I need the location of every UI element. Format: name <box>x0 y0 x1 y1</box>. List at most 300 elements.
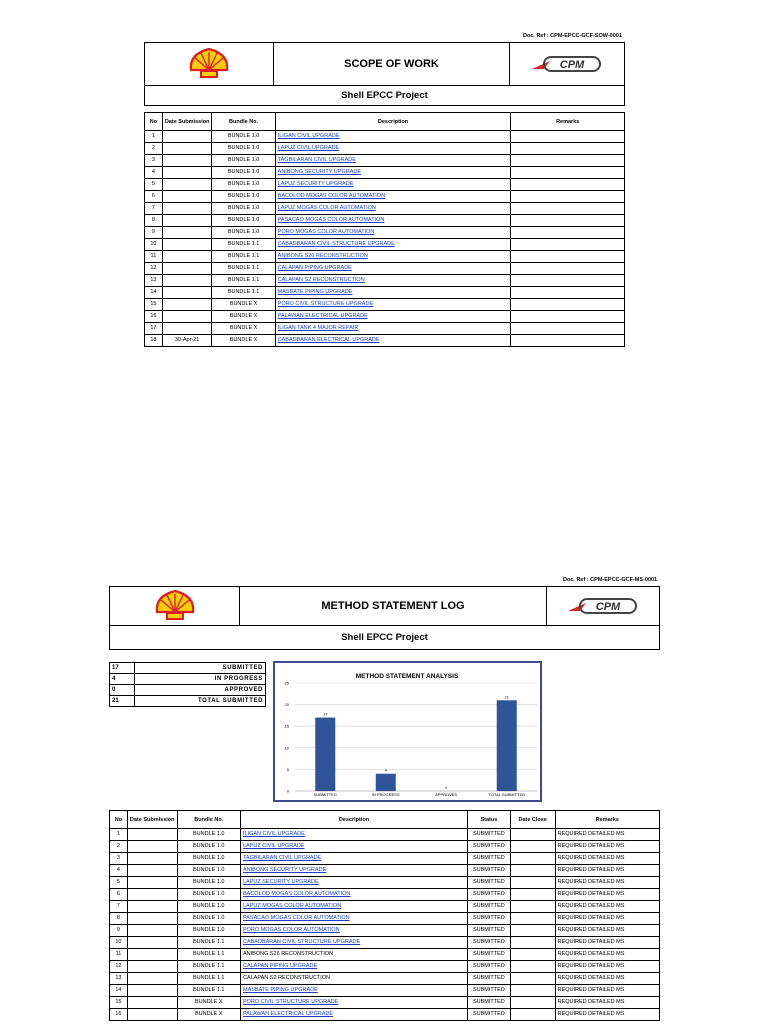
description-cell <box>275 191 511 203</box>
bar-in-progress <box>376 774 396 791</box>
date-submission <box>162 203 212 215</box>
sow-col-header: No <box>145 113 163 131</box>
status: SUBMITTED <box>467 925 510 937</box>
description-link[interactable]: LAPUZ MOGAS COLOR AUTOMATION <box>242 903 342 909</box>
sow-col-header: Date Submission <box>162 113 212 131</box>
sow-table-header <box>145 113 625 131</box>
bundle-no: BUNDLE X <box>177 997 240 1009</box>
data-label: 17 <box>323 711 328 717</box>
row-number: 3 <box>110 853 128 865</box>
table-row <box>145 263 625 275</box>
sow-col-header: Remarks <box>511 113 625 131</box>
description-cell <box>240 961 467 973</box>
row-number: 16 <box>145 311 163 323</box>
chart-title: METHOD STATEMENT ANALYSIS <box>355 673 459 680</box>
table-row <box>110 1009 660 1021</box>
description-cell <box>275 143 511 155</box>
table-row <box>110 985 660 997</box>
row-number: 5 <box>110 877 128 889</box>
remarks <box>511 131 625 143</box>
shell-logo <box>145 43 274 85</box>
table-row <box>110 865 660 877</box>
table-row <box>110 841 660 853</box>
row-number: 9 <box>110 925 128 937</box>
remarks: REQUIRED DETAILED MS <box>555 937 659 949</box>
row-number: 14 <box>110 985 128 997</box>
date-submission <box>127 829 177 841</box>
remarks <box>511 143 625 155</box>
msl-summary-table <box>109 662 266 707</box>
description-link[interactable]: PASACAO MOGAS COLOR AUTOMATION <box>277 217 385 223</box>
sow-header <box>144 42 625 86</box>
y-tick-label: 15 <box>284 723 289 729</box>
sow-table <box>144 112 625 347</box>
summary-row <box>110 685 266 696</box>
date-close <box>510 865 555 877</box>
msl-col-header: Bundle No. <box>177 811 240 829</box>
remarks: REQUIRED DETAILED MS <box>555 829 659 841</box>
remarks <box>511 311 625 323</box>
table-row <box>110 853 660 865</box>
description-cell <box>240 877 467 889</box>
row-number: 11 <box>110 949 128 961</box>
date-submission <box>162 155 212 167</box>
table-row <box>145 335 625 347</box>
bundle-no: BUNDLE 1.0 <box>212 179 275 191</box>
summary-label: APPROVED <box>135 685 266 696</box>
row-number: 6 <box>110 889 128 901</box>
table-row <box>145 227 625 239</box>
remarks: REQUIRED DETAILED MS <box>555 865 659 877</box>
bundle-no: BUNDLE 1.1 <box>177 961 240 973</box>
cpm-logo-icon <box>530 53 604 75</box>
date-submission <box>162 167 212 179</box>
description-link[interactable]: BACOLOD MOGAS COLOR AUTOMATION <box>277 193 386 199</box>
date-close <box>510 985 555 997</box>
remarks <box>511 251 625 263</box>
sow-col-header: Bundle No. <box>212 113 275 131</box>
bundle-no: BUNDLE 1.0 <box>212 143 275 155</box>
date-close <box>510 1009 555 1021</box>
msl-table <box>109 810 660 1021</box>
status: SUBMITTED <box>467 937 510 949</box>
remarks: REQUIRED DETAILED MS <box>555 961 659 973</box>
bundle-no: BUNDLE X <box>212 323 275 335</box>
status: SUBMITTED <box>467 853 510 865</box>
date-submission: 30-Apr-21 <box>162 335 212 347</box>
remarks <box>511 155 625 167</box>
row-number: 3 <box>145 155 163 167</box>
row-number: 4 <box>110 865 128 877</box>
bundle-no: BUNDLE X <box>177 1009 240 1021</box>
date-submission <box>127 973 177 985</box>
row-number: 2 <box>145 143 163 155</box>
date-close <box>510 961 555 973</box>
description-link[interactable]: PALAWAN ELECTRICAL UPGRADE <box>242 1011 334 1017</box>
description-link[interactable]: PASACAO MOGAS COLOR AUTOMATION <box>242 915 350 921</box>
description-cell <box>240 949 467 961</box>
description-link[interactable]: CALAPAN PIPING UPGRADE <box>277 265 352 271</box>
row-number: 1 <box>145 131 163 143</box>
bundle-no: BUNDLE 1.0 <box>177 913 240 925</box>
description-cell <box>275 215 511 227</box>
date-submission <box>127 841 177 853</box>
remarks <box>511 335 625 347</box>
date-submission <box>127 985 177 997</box>
y-tick-label: 5 <box>286 766 289 772</box>
status: SUBMITTED <box>467 949 510 961</box>
date-submission <box>162 263 212 275</box>
bundle-no: BUNDLE 1.0 <box>212 215 275 227</box>
bundle-no: BUNDLE 1.1 <box>177 985 240 997</box>
date-submission <box>127 925 177 937</box>
description-link[interactable]: PORO MOGAS COLOR AUTOMATION <box>242 927 340 933</box>
date-submission <box>127 865 177 877</box>
date-submission <box>162 179 212 191</box>
summary-label: IN PROGRESS <box>135 674 266 685</box>
description-cell <box>240 865 467 877</box>
description-cell <box>275 239 511 251</box>
bundle-no: BUNDLE 1.0 <box>212 155 275 167</box>
bundle-no: BUNDLE 1.0 <box>177 865 240 877</box>
date-submission <box>162 239 212 251</box>
table-row <box>145 251 625 263</box>
row-number: 4 <box>145 167 163 179</box>
description-cell <box>275 311 511 323</box>
data-label: 4 <box>384 767 387 773</box>
bundle-no: BUNDLE 1.1 <box>177 937 240 949</box>
date-submission <box>127 889 177 901</box>
description-cell <box>275 131 511 143</box>
date-submission <box>162 323 212 335</box>
description-link[interactable]: ANIBONG S26 RECONSTRUCTION <box>277 253 368 259</box>
summary-row <box>110 696 266 707</box>
description-link[interactable]: PORO CIVIL STRUCTURE UPGRADE <box>242 999 339 1005</box>
msl-col-header: Remarks <box>555 811 659 829</box>
cpm-logo-icon <box>566 595 640 617</box>
row-number: 1 <box>110 829 128 841</box>
row-number: 7 <box>110 901 128 913</box>
remarks <box>511 239 625 251</box>
table-row <box>110 961 660 973</box>
table-row <box>145 275 625 287</box>
category-label: TOTAL SUBMITTED <box>488 792 526 797</box>
description-link[interactable]: LAPUZ CIVIL UPGRADE <box>242 843 305 849</box>
description-cell <box>240 925 467 937</box>
status: SUBMITTED <box>467 913 510 925</box>
table-row <box>110 913 660 925</box>
description-cell <box>275 227 511 239</box>
bundle-no: BUNDLE 1.1 <box>177 973 240 985</box>
description-link[interactable]: CALAPAN PIPING UPGRADE <box>242 963 318 969</box>
date-submission <box>162 275 212 287</box>
date-close <box>510 841 555 853</box>
bundle-no: BUNDLE 1.1 <box>212 275 275 287</box>
msl-title: METHOD STATEMENT LOG <box>240 587 547 625</box>
table-row <box>145 167 625 179</box>
msl-col-header: Date Submission <box>127 811 177 829</box>
remarks <box>511 323 625 335</box>
description-link[interactable]: CALAPAN S2 RECONSTRUCTION <box>277 277 365 283</box>
date-close <box>510 913 555 925</box>
remarks: REQUIRED DETAILED MS <box>555 877 659 889</box>
date-submission <box>127 877 177 889</box>
y-tick-label: 10 <box>284 745 289 751</box>
remarks: REQUIRED DETAILED MS <box>555 949 659 961</box>
description-link[interactable]: PORO CIVIL STRUCTURE UPGRADE <box>277 301 374 307</box>
cpm-logo-text: CPM <box>595 601 621 613</box>
date-close <box>510 889 555 901</box>
date-submission <box>162 251 212 263</box>
status: SUBMITTED <box>467 973 510 985</box>
remarks: REQUIRED DETAILED MS <box>555 1009 659 1021</box>
description-link[interactable]: ANIBONG SECURITY UPGRADE <box>277 169 362 175</box>
date-close <box>510 901 555 913</box>
row-number: 14 <box>145 287 163 299</box>
date-submission <box>162 227 212 239</box>
table-row <box>145 215 625 227</box>
remarks <box>511 263 625 275</box>
bundle-no: BUNDLE X <box>212 335 275 347</box>
description-link[interactable]: CABADBARAN CIVIL STRUCTURE UPGRADE <box>277 241 395 247</box>
row-number: 2 <box>110 841 128 853</box>
date-submission <box>127 997 177 1009</box>
table-row <box>110 973 660 985</box>
method-statement-chart <box>273 661 542 802</box>
date-close <box>510 973 555 985</box>
bar-submitted <box>315 718 335 791</box>
remarks <box>511 215 625 227</box>
bundle-no: BUNDLE 1.1 <box>212 251 275 263</box>
row-number: 17 <box>145 323 163 335</box>
description-cell <box>240 937 467 949</box>
description-cell <box>275 335 511 347</box>
remarks: REQUIRED DETAILED MS <box>555 925 659 937</box>
row-number: 10 <box>145 239 163 251</box>
table-row <box>110 949 660 961</box>
row-number: 16 <box>110 1009 128 1021</box>
description-link[interactable]: LAPUZ CIVIL UPGRADE <box>277 145 340 151</box>
bundle-no: BUNDLE 1.0 <box>177 841 240 853</box>
shell-logo-icon <box>187 46 231 82</box>
remarks: REQUIRED DETAILED MS <box>555 901 659 913</box>
y-tick-label: 20 <box>284 702 289 708</box>
table-row <box>110 937 660 949</box>
description-cell <box>240 997 467 1009</box>
description-cell <box>240 913 467 925</box>
remarks <box>511 275 625 287</box>
status: SUBMITTED <box>467 877 510 889</box>
table-row <box>145 179 625 191</box>
description-cell <box>275 323 511 335</box>
description-link[interactable]: PORO MOGAS COLOR AUTOMATION <box>277 229 375 235</box>
row-number: 13 <box>110 973 128 985</box>
bundle-no: BUNDLE 1.0 <box>177 925 240 937</box>
row-number: 18 <box>145 335 163 347</box>
summary-count: 17 <box>110 663 135 674</box>
summary-label: SUBMITTED <box>135 663 266 674</box>
description-cell <box>240 853 467 865</box>
date-submission <box>127 1009 177 1021</box>
description-link[interactable]: CABADBARAN CIVIL STRUCTURE UPGRADE <box>242 939 361 945</box>
data-label: 0 <box>445 785 448 790</box>
status: SUBMITTED <box>467 1009 510 1021</box>
description-link[interactable]: LAPUZ MOGAS COLOR AUTOMATION <box>277 205 376 211</box>
date-submission <box>162 215 212 227</box>
description-cell <box>275 167 511 179</box>
table-row <box>145 191 625 203</box>
date-submission <box>162 191 212 203</box>
date-close <box>510 997 555 1009</box>
row-number: 5 <box>145 179 163 191</box>
table-row <box>110 889 660 901</box>
remarks <box>511 191 625 203</box>
summary-row <box>110 674 266 685</box>
remarks: REQUIRED DETAILED MS <box>555 997 659 1009</box>
date-submission <box>127 913 177 925</box>
description-link[interactable]: MASBATE PIPING UPGRADE <box>277 289 353 295</box>
row-number: 11 <box>145 251 163 263</box>
msl-project-title: Shell EPCC Project <box>109 626 660 650</box>
bundle-no: BUNDLE 1.0 <box>177 889 240 901</box>
description-text: CALAPAN S2 RECONSTRUCTION <box>242 975 330 981</box>
row-number: 15 <box>110 997 128 1009</box>
description-link[interactable]: ILIGAN TANK 4 MAJOR REPAIR <box>277 325 359 331</box>
cpm-logo <box>510 43 624 85</box>
bundle-no: BUNDLE 1.0 <box>212 191 275 203</box>
chart-canvas <box>275 663 540 800</box>
remarks <box>511 299 625 311</box>
description-cell <box>240 985 467 997</box>
date-submission <box>162 287 212 299</box>
row-number: 8 <box>110 913 128 925</box>
table-row <box>110 829 660 841</box>
table-row <box>145 287 625 299</box>
shell-logo <box>110 587 240 625</box>
cpm-logo-text: CPM <box>559 59 585 71</box>
bundle-no: BUNDLE 1.0 <box>212 167 275 179</box>
row-number: 12 <box>110 961 128 973</box>
bundle-no: BUNDLE 1.1 <box>212 239 275 251</box>
row-number: 8 <box>145 215 163 227</box>
row-number: 13 <box>145 275 163 287</box>
msl-doc-ref: Doc. Ref : CPM-EPCC-GCF-MS-0001 <box>563 577 658 583</box>
description-cell <box>240 889 467 901</box>
summary-label: TOTAL SUBMITTED <box>135 696 266 707</box>
bundle-no: BUNDLE 1.0 <box>177 877 240 889</box>
remarks <box>511 287 625 299</box>
msl-col-header: Date Close <box>510 811 555 829</box>
date-close <box>510 949 555 961</box>
status: SUBMITTED <box>467 841 510 853</box>
date-close <box>510 829 555 841</box>
category-label: SUBMITTED <box>313 792 337 797</box>
date-submission <box>127 901 177 913</box>
status: SUBMITTED <box>467 865 510 877</box>
row-number: 6 <box>145 191 163 203</box>
msl-table-header <box>110 811 660 829</box>
summary-count: 21 <box>110 696 135 707</box>
sow-project-title: Shell EPCC Project <box>144 86 625 106</box>
bundle-no: BUNDLE 1.0 <box>177 829 240 841</box>
table-row <box>145 311 625 323</box>
description-cell <box>275 179 511 191</box>
date-submission <box>162 311 212 323</box>
description-link[interactable]: LAPUZ SECURITY UPGRADE <box>242 879 319 885</box>
description-cell <box>240 973 467 985</box>
description-cell <box>240 841 467 853</box>
sow-title: SCOPE OF WORK <box>274 43 510 85</box>
table-row <box>145 131 625 143</box>
y-tick-label: 25 <box>284 680 289 686</box>
description-text: ANIBONG S26 RECONSTRUCTION <box>242 951 334 957</box>
msl-header <box>109 586 660 626</box>
date-close <box>510 925 555 937</box>
msl-col-header: Status <box>467 811 510 829</box>
date-close <box>510 853 555 865</box>
description-link[interactable]: PALAWAN ELECTRICAL UPGRADE <box>277 313 368 319</box>
remarks: REQUIRED DETAILED MS <box>555 973 659 985</box>
description-link[interactable]: LAPUZ SECURITY UPGRADE <box>277 181 354 187</box>
row-number: 15 <box>145 299 163 311</box>
description-cell <box>275 263 511 275</box>
description-link[interactable]: ILIGAN CIVIL UPGRADE <box>242 831 305 837</box>
row-number: 7 <box>145 203 163 215</box>
description-link[interactable]: BACOLOD MOGAS COLOR AUTOMATION <box>242 891 351 897</box>
category-label: IN PROGRESS <box>371 792 400 797</box>
description-link[interactable]: ILIGAN CIVIL UPGRADE <box>277 133 340 139</box>
description-link[interactable]: TAGBILARAN CIVIL UPGRADE <box>242 855 322 861</box>
description-cell <box>240 901 467 913</box>
category-label: APPROVED <box>435 792 458 797</box>
date-close <box>510 937 555 949</box>
status: SUBMITTED <box>467 829 510 841</box>
bundle-no: BUNDLE 1.0 <box>212 227 275 239</box>
sow-col-header: Description <box>275 113 511 131</box>
table-row <box>110 925 660 937</box>
table-row <box>145 203 625 215</box>
sow-doc-ref: Doc. Ref : CPM-EPCC-GCF-SOW-0001 <box>523 33 622 39</box>
cpm-logo <box>547 587 659 625</box>
status: SUBMITTED <box>467 985 510 997</box>
date-submission <box>127 961 177 973</box>
remarks: REQUIRED DETAILED MS <box>555 853 659 865</box>
date-close <box>510 877 555 889</box>
status: SUBMITTED <box>467 901 510 913</box>
table-row <box>110 997 660 1009</box>
description-link[interactable]: ANIBONG SECURITY UPGRADE <box>242 867 327 873</box>
date-submission <box>162 143 212 155</box>
remarks: REQUIRED DETAILED MS <box>555 841 659 853</box>
row-number: 12 <box>145 263 163 275</box>
status: SUBMITTED <box>467 889 510 901</box>
row-number: 9 <box>145 227 163 239</box>
date-submission <box>162 131 212 143</box>
bundle-no: BUNDLE 1.0 <box>177 853 240 865</box>
description-cell <box>240 1009 467 1021</box>
summary-count: 0 <box>110 685 135 696</box>
bar-total-submitted <box>497 700 517 791</box>
table-row <box>145 143 625 155</box>
description-link[interactable]: TAGBILARAN CIVIL UPGRADE <box>277 157 356 163</box>
summary-row <box>110 663 266 674</box>
bundle-no: BUNDLE 1.0 <box>212 203 275 215</box>
description-link[interactable]: MASBATE PIPING UPGRADE <box>242 987 318 993</box>
date-submission <box>127 937 177 949</box>
remarks: REQUIRED DETAILED MS <box>555 985 659 997</box>
description-link[interactable]: CABADBARAN ELECTRICAL UPGRADE <box>277 337 380 343</box>
remarks <box>511 203 625 215</box>
